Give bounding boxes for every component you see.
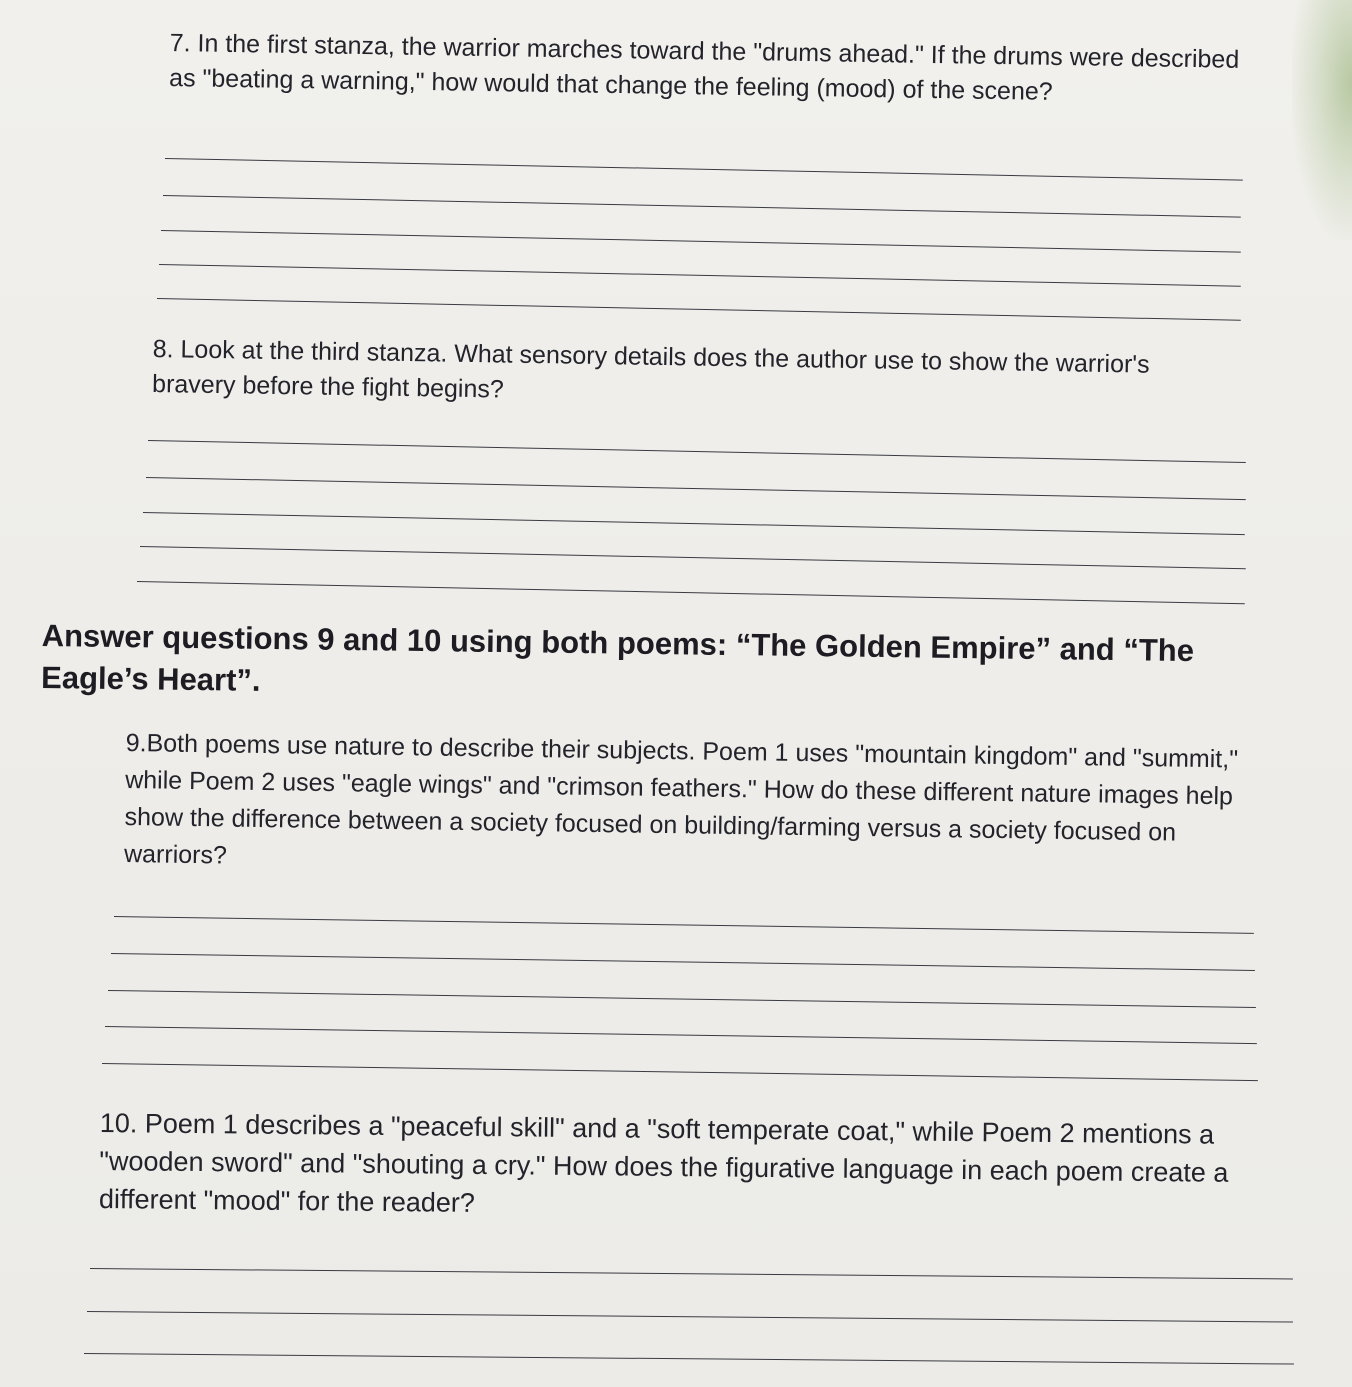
answer-line[interactable] [161, 230, 1241, 253]
answer-line[interactable] [163, 195, 1241, 218]
answer-line[interactable] [87, 1311, 1293, 1323]
answer-line[interactable] [105, 1026, 1257, 1044]
answer-line[interactable] [148, 440, 1246, 463]
question-10-text: 10. Poem 1 describes a "peaceful skill" and a "soft temperate coat," while Poem 2 mentions a "wooden sword" and "shouting a cry." How does the figurative language in each poem create a different "mood" for the reader? [98, 1107, 1229, 1218]
question-7-text: 7. In the first stanza, the warrior marches toward the "drums ahead." If the drums were described as "beating a warning," how would that change the feeling (mood) of the scene? [168, 28, 1240, 106]
answer-line[interactable] [84, 1353, 1294, 1365]
answer-line[interactable] [157, 298, 1241, 321]
leaf-shadow-decoration [1292, 0, 1352, 240]
question-9-text: 9.Both poems use nature to describe their subjects. Poem 1 uses "mountain kingdom" and "summit," while Poem 2 uses "eagle wings" and "crimson feathers." How do these different nature images help show the difference between a society focused on building/farming versus a society focused on warriors? [123, 728, 1239, 870]
answer-line[interactable] [140, 546, 1246, 569]
answer-line[interactable] [165, 158, 1243, 181]
answer-line[interactable] [114, 916, 1254, 934]
answer-line[interactable] [90, 1268, 1293, 1279]
answer-line[interactable] [102, 1063, 1258, 1081]
answer-line[interactable] [159, 264, 1241, 287]
section-instruction: Answer questions 9 and 10 using both poems: “The Golden Empire” and “The Eagle’s Heart”. [40, 617, 1195, 698]
answer-line[interactable] [108, 990, 1256, 1008]
answer-line[interactable] [146, 477, 1246, 500]
answer-line[interactable] [143, 512, 1245, 535]
question-8-text: 8. Look at the third stanza. What sensory details does the author use to show the warrior's bravery before the fight begins? [151, 334, 1150, 404]
answer-line[interactable] [111, 953, 1255, 971]
answer-line[interactable] [137, 581, 1245, 604]
